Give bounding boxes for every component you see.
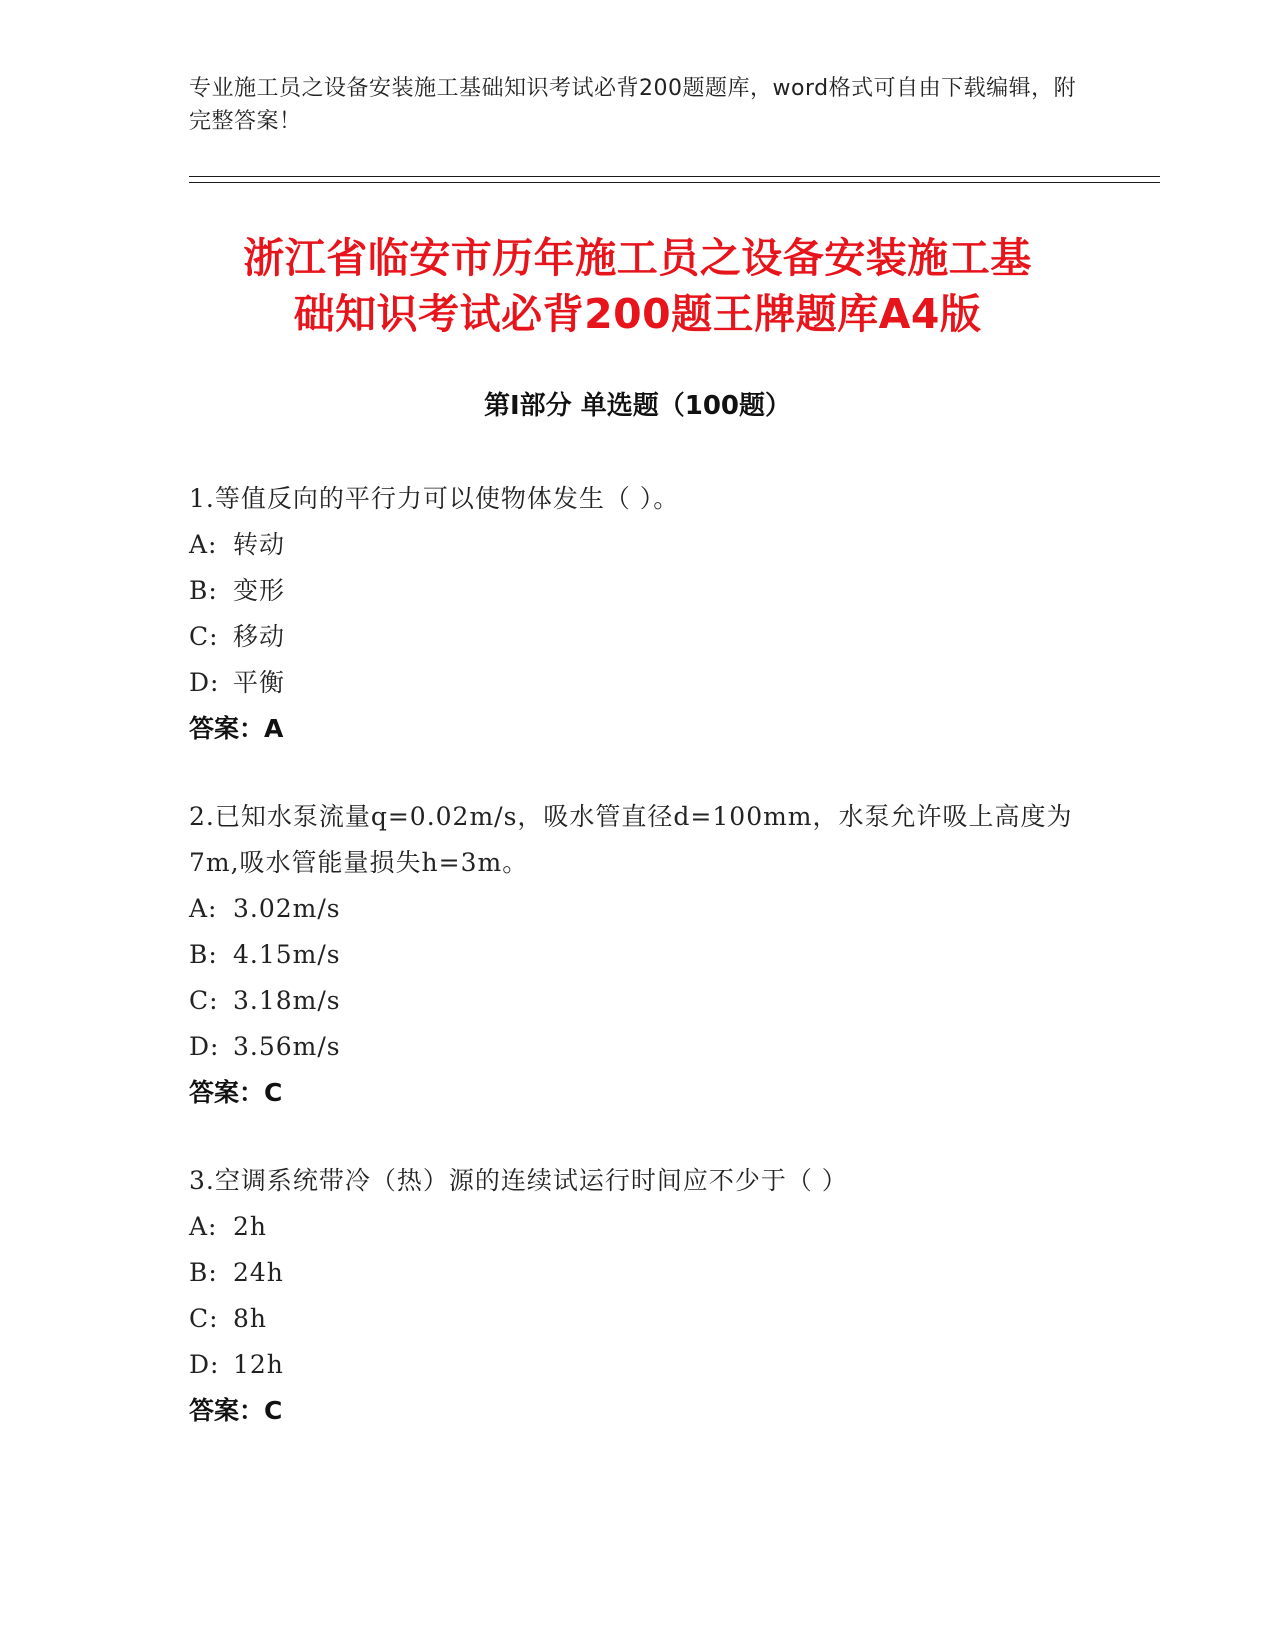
option-text: 2h: [233, 1212, 268, 1241]
option-text: 3.56m/s: [233, 1032, 341, 1061]
option-c: [189, 1296, 1089, 1342]
answer: 答案：C: [189, 1078, 283, 1107]
option-text: 变形: [233, 576, 286, 605]
option-b: [189, 932, 1089, 978]
option-key: C:: [189, 622, 219, 651]
header-note: 专业施工员之设备安装施工基础知识考试必背200题题库，word格式可自由下载编辑，附完整答案！: [189, 76, 1077, 134]
option-b: [189, 568, 1089, 614]
option-d: [189, 1024, 1089, 1070]
option-a: [189, 522, 1089, 568]
option-text: 24h: [233, 1258, 284, 1287]
option-d: [189, 1342, 1089, 1388]
option-text: 3.02m/s: [233, 894, 341, 923]
option-b: [189, 1250, 1089, 1296]
option-key: C:: [189, 986, 219, 1015]
option-key: A:: [189, 894, 218, 923]
option-key: B:: [189, 1258, 218, 1287]
option-a: [189, 886, 1089, 932]
option-key: D:: [189, 1350, 220, 1379]
title-line-1: 浙江省临安市历年施工员之设备安装施工基: [243, 234, 1032, 282]
header-divider-top: [189, 176, 1160, 177]
question-stem: 1.等值反向的平行力可以使物体发生（ ）。: [189, 484, 680, 513]
option-d: [189, 660, 1089, 706]
option-key: B:: [189, 940, 218, 969]
question-2: [189, 794, 1089, 1116]
title-line-2: 础知识考试必背200题王牌题库A4版: [293, 290, 982, 338]
answer: 答案：C: [189, 1396, 283, 1425]
question-stem: 3.空调系统带冷（热）源的连续试运行时间应不少于（ ）: [189, 1166, 848, 1195]
option-text: 12h: [233, 1350, 284, 1379]
document-title: [150, 230, 1125, 342]
option-key: C:: [189, 1304, 219, 1333]
option-c: [189, 614, 1089, 660]
option-text: 3.18m/s: [233, 986, 341, 1015]
option-key: D:: [189, 1032, 220, 1061]
option-key: A:: [189, 530, 218, 559]
option-key: B:: [189, 576, 218, 605]
option-text: 转动: [233, 530, 286, 559]
option-key: D:: [189, 668, 220, 697]
question-3: [189, 1158, 1089, 1434]
option-text: 平衡: [233, 668, 286, 697]
answer: 答案：A: [189, 714, 284, 743]
option-a: [189, 1204, 1089, 1250]
option-text: 移动: [233, 622, 286, 651]
header-divider-bottom: [189, 182, 1160, 183]
question-stem: 2.已知水泵流量q=0.02m/s，吸水管直径d=100mm，水泵允许吸上高度为7m,吸水管能量损失h=3m。: [189, 802, 1073, 877]
option-text: 4.15m/s: [233, 940, 341, 969]
question-1: [189, 476, 1089, 752]
section-title: 第Ⅰ部分 单选题（100题）: [484, 391, 791, 421]
option-text: 8h: [233, 1304, 268, 1333]
option-key: A:: [189, 1212, 218, 1241]
option-c: [189, 978, 1089, 1024]
